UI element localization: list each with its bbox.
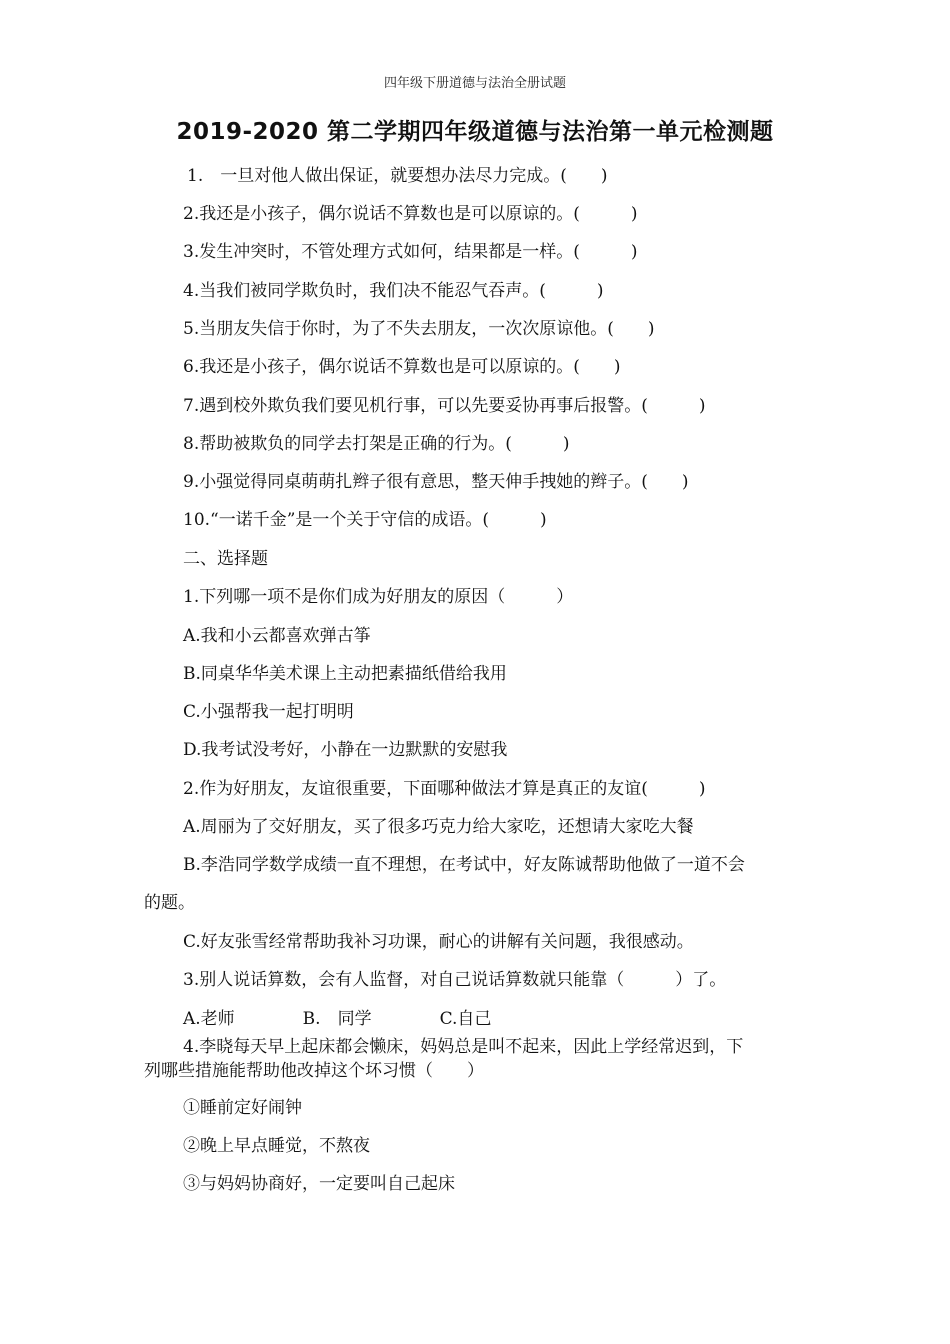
option-item: D.我考试没考好，小静在一边默默的安慰我 — [183, 740, 508, 760]
measure-item: ①睡前定好闹钟 — [183, 1098, 302, 1118]
judgement-item: 2.我还是小孩子，偶尔说话不算数也是可以原谅的。( ) — [183, 204, 638, 224]
measure-item: ②晚上早点睡觉，不熬夜 — [183, 1136, 370, 1156]
question-stem: 2.作为好朋友，友谊很重要，下面哪种做法才算是真正的友谊( ) — [183, 779, 706, 799]
option-item: A.周丽为了交好朋友，买了很多巧克力给大家吃，还想请大家吃大餐 — [183, 817, 694, 837]
section-title-choice: 二、选择题 — [183, 549, 268, 569]
option-item: B.同桌华华美术课上主动把素描纸借给我用 — [183, 664, 507, 684]
question-stem-continuation: 列哪些措施能帮助他改掉这个坏习惯（ ） — [144, 1061, 484, 1081]
judgement-item: 1. 一旦对他人做出保证，就要想办法尽力完成。( ) — [187, 166, 608, 186]
judgement-item: 7.遇到校外欺负我们要见机行事，可以先要妥协再事后报警。( ) — [183, 396, 706, 416]
page-title: 2019-2020 第二学期四年级道德与法治第一单元检测题 — [176, 119, 774, 145]
option-item: C.好友张雪经常帮助我补习功课，耐心的讲解有关问题，我很感动。 — [183, 932, 694, 952]
judgement-item: 8.帮助被欺负的同学去打架是正确的行为。( ) — [183, 434, 570, 454]
judgement-item: 3.发生冲突时，不管处理方式如何，结果都是一样。( ) — [183, 242, 638, 262]
option-row: A.老师 B. 同学 C.自己 — [183, 1009, 492, 1029]
judgement-item: 9.小强觉得同桌萌萌扎辫子很有意思，整天伸手拽她的辫子。( ) — [183, 472, 689, 492]
question-stem: 4.李晓每天早上起床都会懒床，妈妈总是叫不起来，因此上学经常迟到，下 — [183, 1037, 744, 1057]
header-note: 四年级下册道德与法治全册试题 — [383, 76, 566, 91]
option-item: C.小强帮我一起打明明 — [183, 702, 354, 722]
judgement-item: 5.当朋友失信于你时，为了不失去朋友，一次次原谅他。( ) — [183, 319, 655, 339]
measure-item: ③与妈妈协商好，一定要叫自己起床 — [183, 1174, 455, 1194]
option-item: A.我和小云都喜欢弹古筝 — [183, 626, 371, 646]
judgement-item: 6.我还是小孩子，偶尔说话不算数也是可以原谅的。( ) — [183, 357, 621, 377]
option-item: B.李浩同学数学成绩一直不理想，在考试中，好友陈诚帮助他做了一道不会 — [183, 855, 745, 875]
question-stem: 3.别人说话算数，会有人监督，对自己说话算数就只能靠（ ）了。 — [183, 970, 727, 990]
question-stem: 1.下列哪一项不是你们成为好朋友的原因（ ） — [183, 587, 574, 607]
judgement-item: 4.当我们被同学欺负时，我们决不能忍气吞声。( ) — [183, 281, 604, 301]
judgement-item: 10.“一诺千金”是一个关于守信的成语。( ) — [183, 510, 547, 530]
option-item-continuation: 的题。 — [144, 893, 195, 913]
